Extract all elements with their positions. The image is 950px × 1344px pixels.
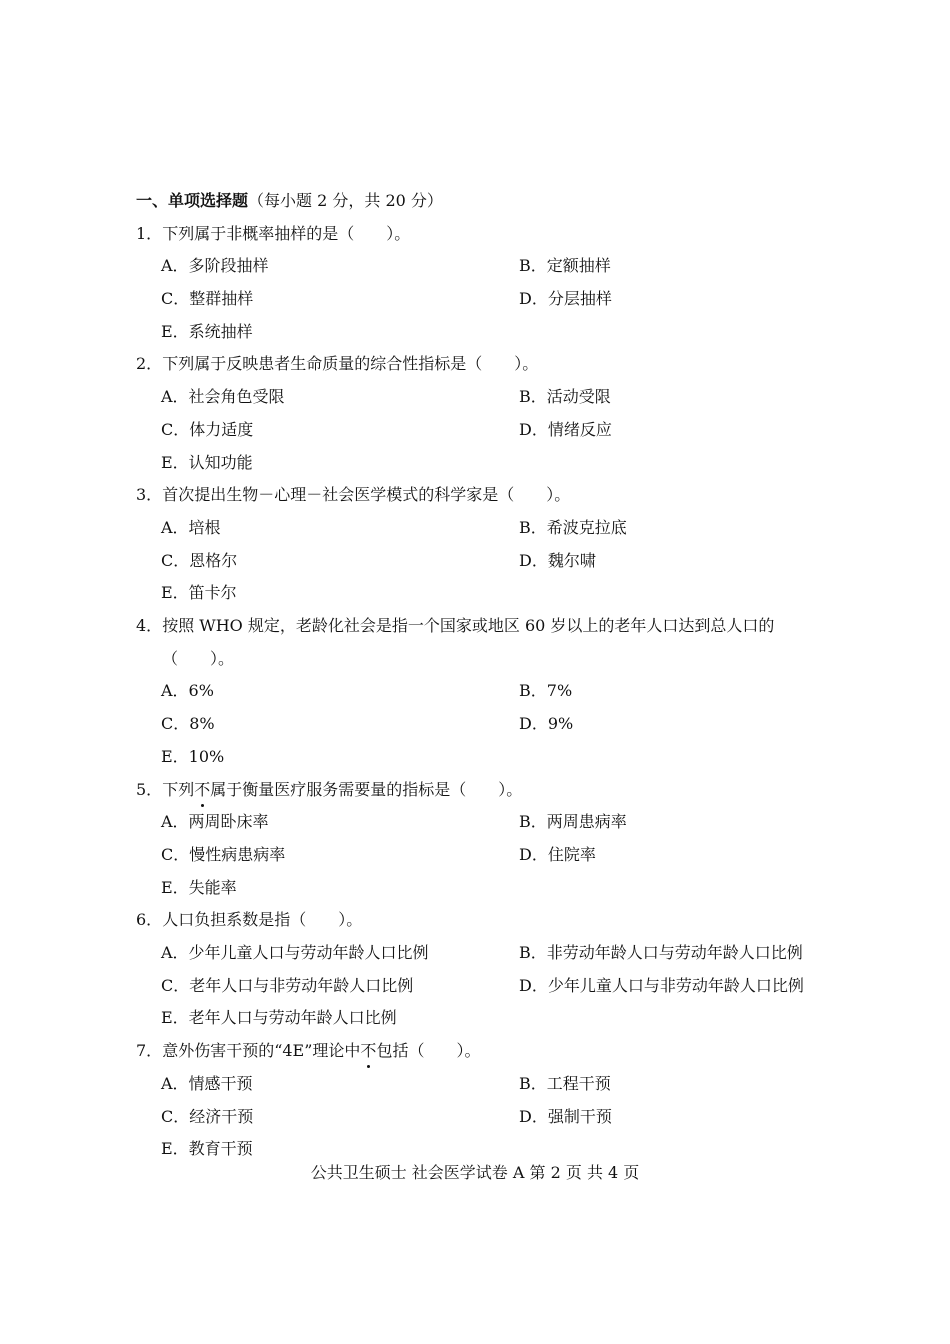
q4-option-c: C．8% bbox=[161, 714, 215, 733]
q1-option-e: E．系统抽样 bbox=[161, 322, 253, 341]
q6-option-b: B．非劳动年龄人口与劳动年龄人口比例 bbox=[519, 943, 803, 962]
q1-option-c: C．整群抽样 bbox=[161, 289, 254, 308]
q1-option-b: B．定额抽样 bbox=[519, 256, 611, 275]
question-4-stem-continued: （ ）。 bbox=[162, 649, 235, 668]
question-text-post: 属于衡量医疗服务需要量的指标是（ ）。 bbox=[210, 780, 523, 799]
section-title-note: （每小题 2 分，共 20 分） bbox=[248, 191, 443, 210]
q5-option-e: E．失能率 bbox=[161, 878, 237, 897]
q6-option-c: C．老年人口与非劳动年龄人口比例 bbox=[161, 976, 414, 995]
q7-option-a: A．情感干预 bbox=[161, 1074, 253, 1093]
question-text: 人口负担系数是指（ ）。 bbox=[162, 910, 363, 929]
q3-option-e: E．笛卡尔 bbox=[161, 583, 237, 602]
q5-option-b: B．两周患病率 bbox=[519, 812, 627, 831]
question-number: 4． bbox=[136, 616, 163, 635]
question-number: 7． bbox=[136, 1041, 163, 1060]
section-title bbox=[136, 189, 443, 213]
q3-option-c: C．恩格尔 bbox=[161, 551, 238, 570]
question-3-stem bbox=[136, 483, 570, 507]
question-text: 首次提出生物－心理－社会医学模式的科学家是（ ）。 bbox=[162, 485, 571, 504]
emphasis-not: 不 bbox=[360, 1039, 376, 1063]
q2-option-a: A．社会角色受限 bbox=[161, 387, 285, 406]
page-footer: 公共卫生硕士 社会医学试卷 A 第 2 页 共 4 页 bbox=[310, 1163, 640, 1182]
question-2-stem bbox=[136, 352, 538, 376]
question-text: 按照 WHO 规定，老龄化社会是指一个国家或地区 60 岁以上的老年人口达到总人口的 bbox=[162, 616, 775, 635]
section-title-bold: 一、单项选择题 bbox=[136, 191, 249, 210]
question-1-stem bbox=[136, 222, 410, 246]
q2-option-b: B．活动受限 bbox=[519, 387, 611, 406]
question-text: 下列属于反映患者生命质量的综合性指标是（ ）。 bbox=[162, 354, 539, 373]
question-number: 1． bbox=[136, 224, 163, 243]
q2-option-d: D．情绪反应 bbox=[519, 420, 612, 439]
question-number: 5． bbox=[136, 780, 163, 799]
question-text-post: 包括（ ）。 bbox=[376, 1041, 481, 1060]
q7-option-b: B．工程干预 bbox=[519, 1074, 611, 1093]
question-text-pre: 意外伤害干预的“4E”理论中 bbox=[162, 1041, 361, 1060]
question-5-stem bbox=[136, 778, 522, 802]
q3-option-d: D．魏尔啸 bbox=[519, 551, 596, 570]
q6-option-a: A．少年儿童人口与劳动年龄人口比例 bbox=[161, 943, 429, 962]
q7-option-e: E．教育干预 bbox=[161, 1139, 253, 1158]
q7-option-c: C．经济干预 bbox=[161, 1107, 254, 1126]
emphasis-not: 不 bbox=[194, 778, 210, 802]
q3-option-b: B．希波克拉底 bbox=[519, 518, 627, 537]
question-4-stem bbox=[136, 614, 774, 638]
q2-option-e: E．认知功能 bbox=[161, 453, 253, 472]
q4-option-a: A．6% bbox=[161, 681, 214, 700]
q7-option-d: D．强制干预 bbox=[519, 1107, 612, 1126]
question-number: 6． bbox=[136, 910, 163, 929]
q6-option-d: D．少年儿童人口与非劳动年龄人口比例 bbox=[519, 976, 804, 995]
question-6-stem bbox=[136, 908, 362, 932]
q1-option-d: D．分层抽样 bbox=[519, 289, 612, 308]
question-7-stem bbox=[136, 1039, 480, 1063]
q4-option-b: B．7% bbox=[519, 681, 573, 700]
question-text: 下列属于非概率抽样的是（ ）。 bbox=[162, 224, 411, 243]
question-number: 2． bbox=[136, 354, 163, 373]
q4-option-d: D．9% bbox=[519, 714, 574, 733]
q5-option-d: D．住院率 bbox=[519, 845, 596, 864]
q6-option-e: E．老年人口与劳动年龄人口比例 bbox=[161, 1008, 397, 1027]
q3-option-a: A．培根 bbox=[161, 518, 221, 537]
q2-option-c: C．体力适度 bbox=[161, 420, 254, 439]
q5-option-a: A．两周卧床率 bbox=[161, 812, 269, 831]
q4-option-e: E．10% bbox=[161, 747, 225, 766]
q5-option-c: C．慢性病患病率 bbox=[161, 845, 286, 864]
q1-option-a: A．多阶段抽样 bbox=[161, 256, 269, 275]
question-number: 3． bbox=[136, 485, 163, 504]
question-text-pre: 下列 bbox=[162, 780, 195, 799]
